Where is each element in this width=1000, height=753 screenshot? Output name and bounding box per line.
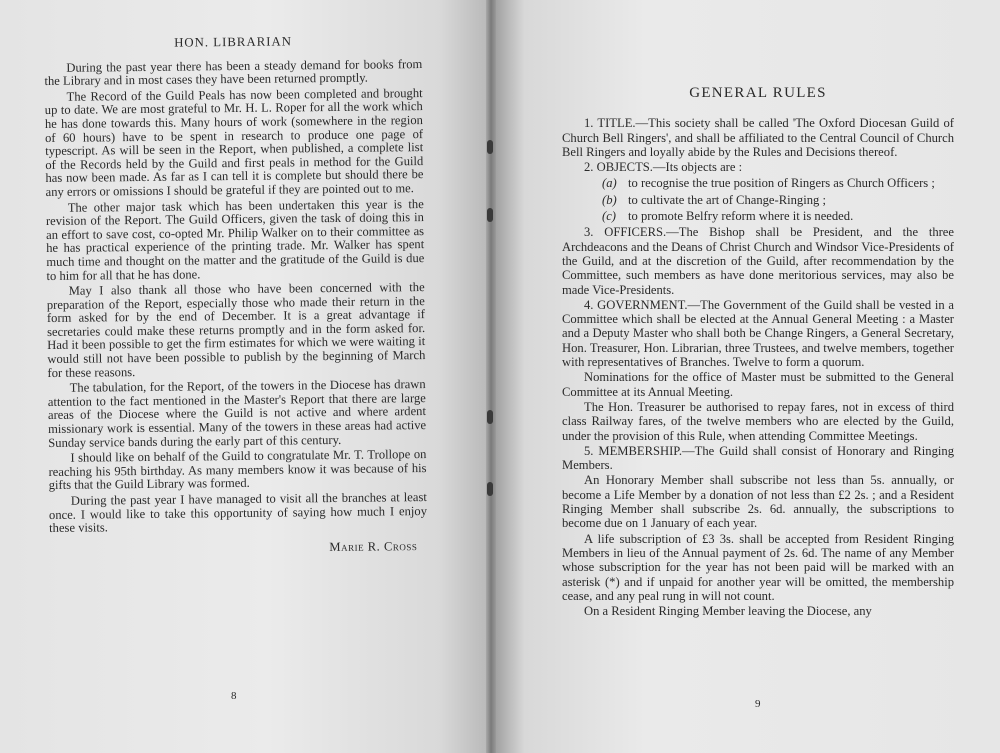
report-paragraph: The other major task which has been undertaken this year is the revision of the Report. The Guild Officers, given the task of doing this in an effort to save cost, co-opted Mr. Philip Walker on to their committee as he has practical experience of the printing trade. Mr. Walker has spent much time and thought on the matter and the gratitude of the Guild is due to him for all that he has done. [45,196,425,283]
binding-stitch [487,410,493,424]
librarian-report [44,34,427,557]
rule-title: 1. TITLE.—This society shall be called 'The Oxford Diocesan Guild of Church Bell Ringers', and shall be affiliated to the Central Council of Church Bell Ringers and loyally abide by the Rules and Decisions thereof. [562,116,954,159]
list-item-text: to promote Belfry reform where it is needed. [628,209,854,224]
report-paragraph: During the past year I have managed to visit all the branches at least once. I would like to take this opportunity of saying how much I enjoy these visits. [48,490,428,536]
list-item [562,193,954,207]
signature: Marie R. Cross [329,538,418,554]
report-paragraph: The Record of the Guild Peals has now been completed and brought up to date. We are most grateful to Mr. H. L. Roper for all the work which he has done towards this. Many hours of work (somewhere in the region of 60 hours) have to be spent in research to produce one page of typescript. As will be seen in the Report, when published, a complete list of the Records held by the Guild and first peals in method for the Guild has now been made. As far as I can tell it is complete but should there be any errors or omissions I should be grateful if they are pointed out to me. [44,85,424,199]
rule-life-subscription: A life subscription of £3 3s. shall be accepted from Resident Ringing Members in lieu of the Annual payment of 2s. 6d. The name of any Member whose subscription for the year has not been paid will be marked with an asterisk (*) and if unpaid for another year will be omitted, the membership cease, and any peal rung in will not count. [562,531,954,603]
report-paragraph: During the past year there has been a steady demand for books from the Library and in most cases they have been returned promptly. [44,56,423,89]
page-number-right: 9 [755,698,761,710]
list-marker: (c) [602,209,616,224]
general-rules [562,86,954,619]
rule-membership: 5. MEMBERSHIP.—The Guild shall consist of Honorary and Ringing Members. [562,443,954,473]
binding-stitch [487,482,493,496]
binding-stitch [487,140,493,154]
rule-objects: 2. OBJECTS.—Its objects are : [584,160,743,175]
report-paragraph: I should like on behalf of the Guild to congratulate Mr. T. Trollope on reaching his 95th birthday. As many members know it was because of his gifts that the Guild Library was formed. [48,447,427,493]
rule-treasurer-fares: The Hon. Treasurer be authorised to repay fares, not in excess of third class Railway fares, of the twelve members who are elected by the Guild, under the provision of this Rule, when attending Committee Meetings. [562,399,954,443]
report-paragraph: May I also thank all those who have been concerned with the preparation of the Report, especially those who made their return in the form asked for by the end of December. It is a great advantage if secretaries could make these returns promptly and in the form asked for. Had it been possible to get the firm estimates for which we were waiting it would still not have been possible to publish by the beginning of March for these reasons. [46,280,426,380]
objects-list [562,176,954,223]
list-item [562,176,954,190]
list-item-text: to recognise the true position of Ringers as Church Officers ; [628,176,935,191]
list-marker: (a) [602,176,617,191]
list-marker: (b) [602,192,617,207]
rule-nominations: Nominations for the office of Master must be submitted to the General Committee at its Annual Meeting. [562,370,954,399]
list-item-text: to cultivate the art of Change-Ringing ; [628,192,826,207]
page-number-left: 8 [231,690,237,702]
list-item [562,209,954,223]
rule-government: 4. GOVERNMENT.—The Government of the Guild shall be vested in a Committee which shall be elected at the Annual General Meeting : a Master and a Deputy Master who shall both be Change Ringers, a General Secretary, Hon. Treasurer, Hon. Librarian, three Trustees, and twelve members, together with representatives of Branches. Twelve to form a quorum. [562,297,954,370]
rules-heading: GENERAL RULES [689,85,827,101]
report-paragraph: The tabulation, for the Report, of the towers in the Diocese has drawn attention to the fact mentioned in the Master's Report that there are large areas of the Diocese where the Guild is not active and where ardent missionary work is essential. Many of the towers in these areas had active Sunday service bands during the early part of this century. [47,377,427,450]
section-heading: HON. LIBRARIAN [174,34,293,50]
rule-officers: 3. OFFICERS.—The Bishop shall be President, and the three Archdeacons and the Deans of Christ Church and Windsor Vice-Presidents of the Guild, and at the discretion of the Guild, after recommendation by the Committee, such members as have done meritorious services, may also be made Vice-Presidents. [562,225,954,297]
rule-honorary-member: An Honorary Member shall subscribe not less than 5s. annually, or become a Life Member by a donation of not less than £2 2s. ; and a Resident Ringing Member shall subscribe 2s. 6d. annually, the subscriptions to become due on 1 January of each year. [562,473,954,531]
binding-stitch [487,208,493,222]
book-gutter [486,0,496,753]
rule-leaving-diocese: On a Resident Ringing Member leaving the Diocese, any [584,604,872,619]
